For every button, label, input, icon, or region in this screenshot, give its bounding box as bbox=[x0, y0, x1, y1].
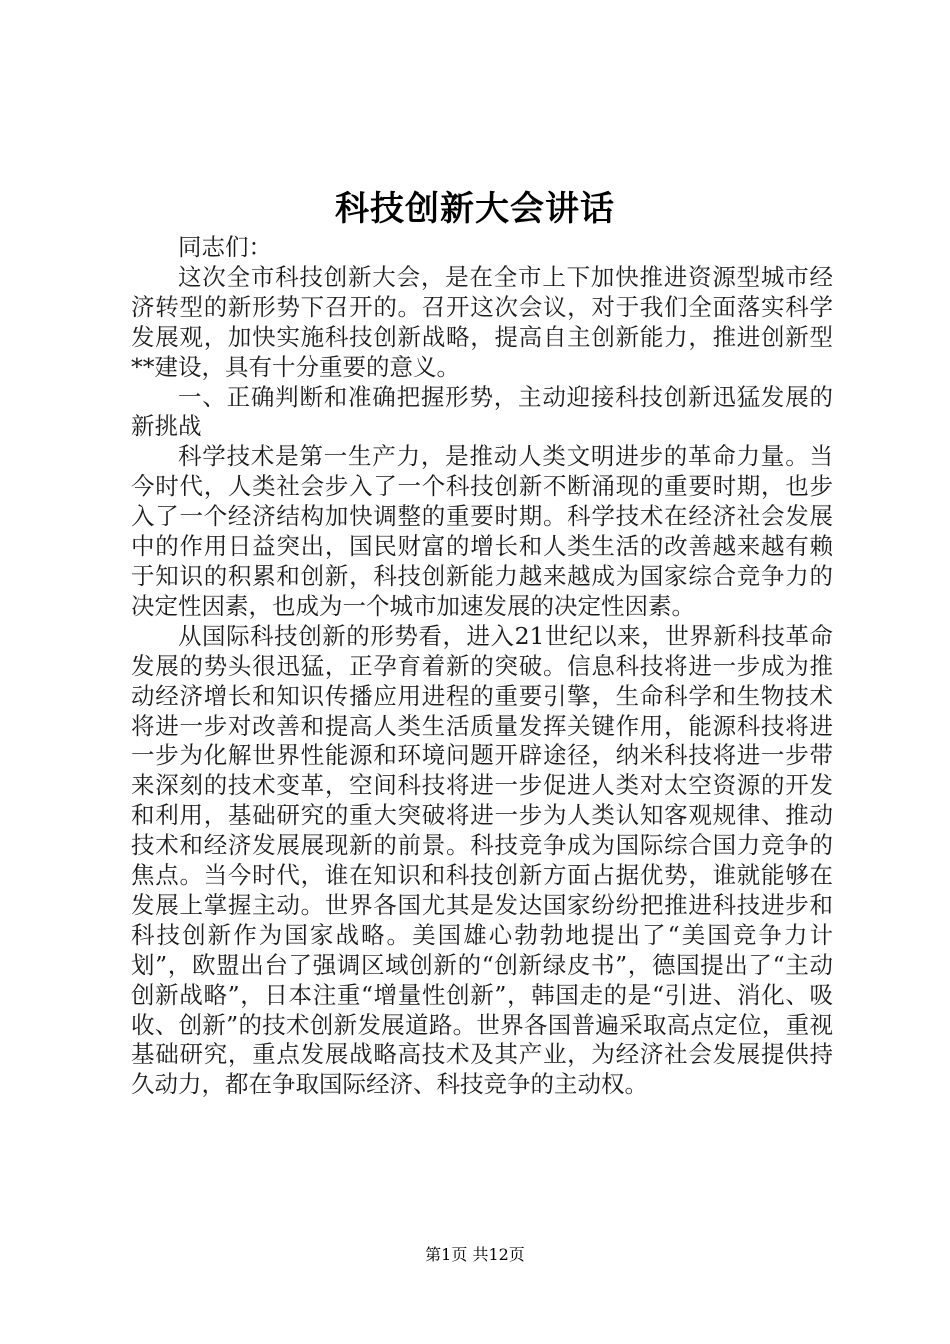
page-footer: 第1页 共12页 bbox=[425, 1245, 525, 1264]
paragraph-science: 科学技术是第一生产力，是推动人类文明进步的革命力量。当今时代，人类社会步入了一个科技创新不断涌现的重要时期，也步入了一个经济结构加快调整的重要时期。科学技术在经济社会发展中的作用日益突出，国民财富的增长和人类生活的改善越来越有赖于知识的积累和创新，科技创新能力越来越成为国家综合竞争力的决定性因素，也成为一个城市加速发展的决定性因素。 bbox=[131, 442, 833, 620]
document-body bbox=[131, 233, 833, 1100]
paragraph-international: 从国际科技创新的形势看，进入21世纪以来，世界新科技革命发展的势头很迅猛，正孕育着新的突破。信息科技将进一步成为推动经济增长和知识传播应用进程的重要引擎，生命科学和生物技术将进一步对改善和提高人类生活质量发挥关键作用，能源科技将进一步为化解世界性能源和环境问题开辟途径，纳米科技将进一步带来深刻的技术变革，空间科技将进一步促进人类对太空资源的开发和利用，基础研究的重大突破将进一步为人类认知客观规律、推动技术和经济发展展现新的前景。科技竞争成为国际综合国力竞争的焦点。当今时代，谁在知识和科技创新方面占据优势，谁就能够在发展上掌握主动。世界各国尤其是发达国家纷纷把推进科技进步和科技创新作为国家战略。美国雄心勃勃地提出了“美国竞争力计划”，欧盟出台了强调区域创新的“创新绿皮书”，德国提出了“主动创新战略”，日本注重“增量性创新”，韩国走的是“引进、消化、吸收、创新”的技术创新发展道路。世界各国普遍采取高点定位，重视基础研究，重点发展战略高技术及其产业，为经济社会发展提供持久动力，都在争取国际经济、科技竞争的主动权。 bbox=[131, 621, 833, 1099]
salutation: 同志们： bbox=[178, 233, 272, 261]
document-title: 科技创新大会讲话 bbox=[335, 189, 615, 229]
paragraph-intro: 这次全市科技创新大会，是在全市上下加快推进资源型城市经济转型的新形势下召开的。召开这次会议，对于我们全面落实科学发展观，加快实施科技创新战略，提高自主创新能力，推进创新型**建设，具有十分重要的意义。 bbox=[131, 262, 833, 381]
section-heading: 一、正确判断和准确把握形势，主动迎接科技创新迅猛发展的新挑战 bbox=[131, 382, 833, 441]
